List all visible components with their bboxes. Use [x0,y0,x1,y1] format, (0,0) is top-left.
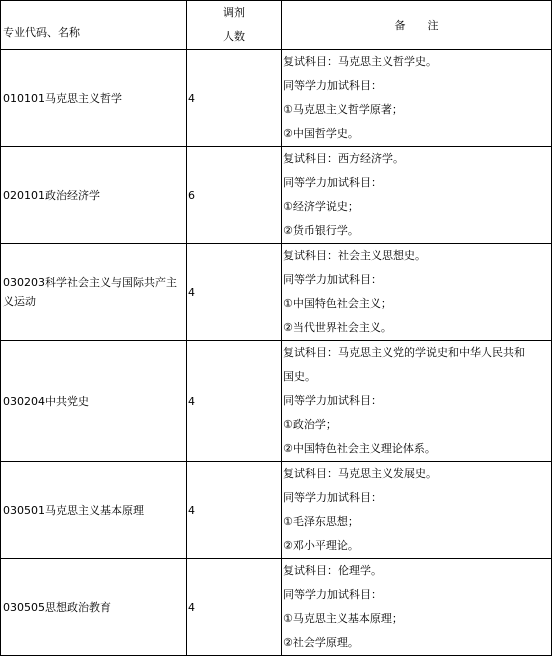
header-note: 备 注 [282,1,552,50]
header-count-line2: 人数 [223,30,245,43]
count-cell: 4 [187,244,282,341]
major-cell: 030505思想政治教育 [1,559,187,656]
table-row [1,147,552,244]
note-line: ①中国特色社会主义； [283,297,392,310]
note-line: 复试科目：马克思主义党的学说史和中华人民共和 [283,346,525,359]
note-line: ②中国特色社会主义理论体系。 [283,442,436,455]
table-row [1,50,552,147]
note-cell [282,147,552,244]
note-line: ①马克思主义哲学原著； [283,103,403,116]
note-line: 复试科目：伦理学。 [283,564,382,577]
header-major: 专业代码、名称 [1,1,187,50]
major-cell: 020101政治经济学 [1,147,187,244]
note-cell [282,462,552,559]
note-line: 同等学力加试科目： [283,176,382,189]
note-line: ②货币银行学。 [283,224,359,237]
note-line: 同等学力加试科目： [283,273,382,286]
note-line: ②邓小平理论。 [283,539,359,552]
table-row [1,244,552,341]
note-line: 同等学力加试科目： [283,79,382,92]
note-line: 复试科目：马克思主义发展史。 [283,467,437,480]
header-count-line1: 调剂 [223,6,245,19]
header-count [187,1,282,50]
count-cell: 4 [187,559,282,656]
table-row [1,341,552,462]
note-line: 同等学力加试科目： [283,491,382,504]
count-cell: 4 [187,50,282,147]
table-row [1,559,552,656]
note-cell [282,50,552,147]
table-row [1,462,552,559]
note-line: ②中国哲学史。 [283,127,359,140]
major-cell: 030501马克思主义基本原理 [1,462,187,559]
note-cell [282,559,552,656]
major-cell: 030203科学社会主义与国际共产主义运动 [1,244,187,341]
note-line: ①毛泽东思想； [283,515,359,528]
note-cell [282,244,552,341]
table-header-row [1,1,552,50]
note-line: ②社会学原理。 [283,636,359,649]
count-cell: 4 [187,462,282,559]
count-cell: 4 [187,341,282,462]
note-line: 复试科目：社会主义思想史。 [283,249,426,262]
note-line: 同等学力加试科目： [283,394,382,407]
note-line: ②当代世界社会主义。 [283,321,392,334]
note-line: ①马克思主义基本原理； [283,612,403,625]
count-cell: 6 [187,147,282,244]
note-line: 复试科目：马克思主义哲学史。 [283,55,437,68]
major-cell: 010101马克思主义哲学 [1,50,187,147]
note-line: ①经济学说史； [283,200,359,213]
note-line: 国史。 [283,370,316,383]
note-line: ①政治学； [283,418,337,431]
note-cell [282,341,552,462]
major-cell: 030204中共党史 [1,341,187,462]
note-line: 复试科目：西方经济学。 [283,152,404,165]
note-line: 同等学力加试科目： [283,588,382,601]
